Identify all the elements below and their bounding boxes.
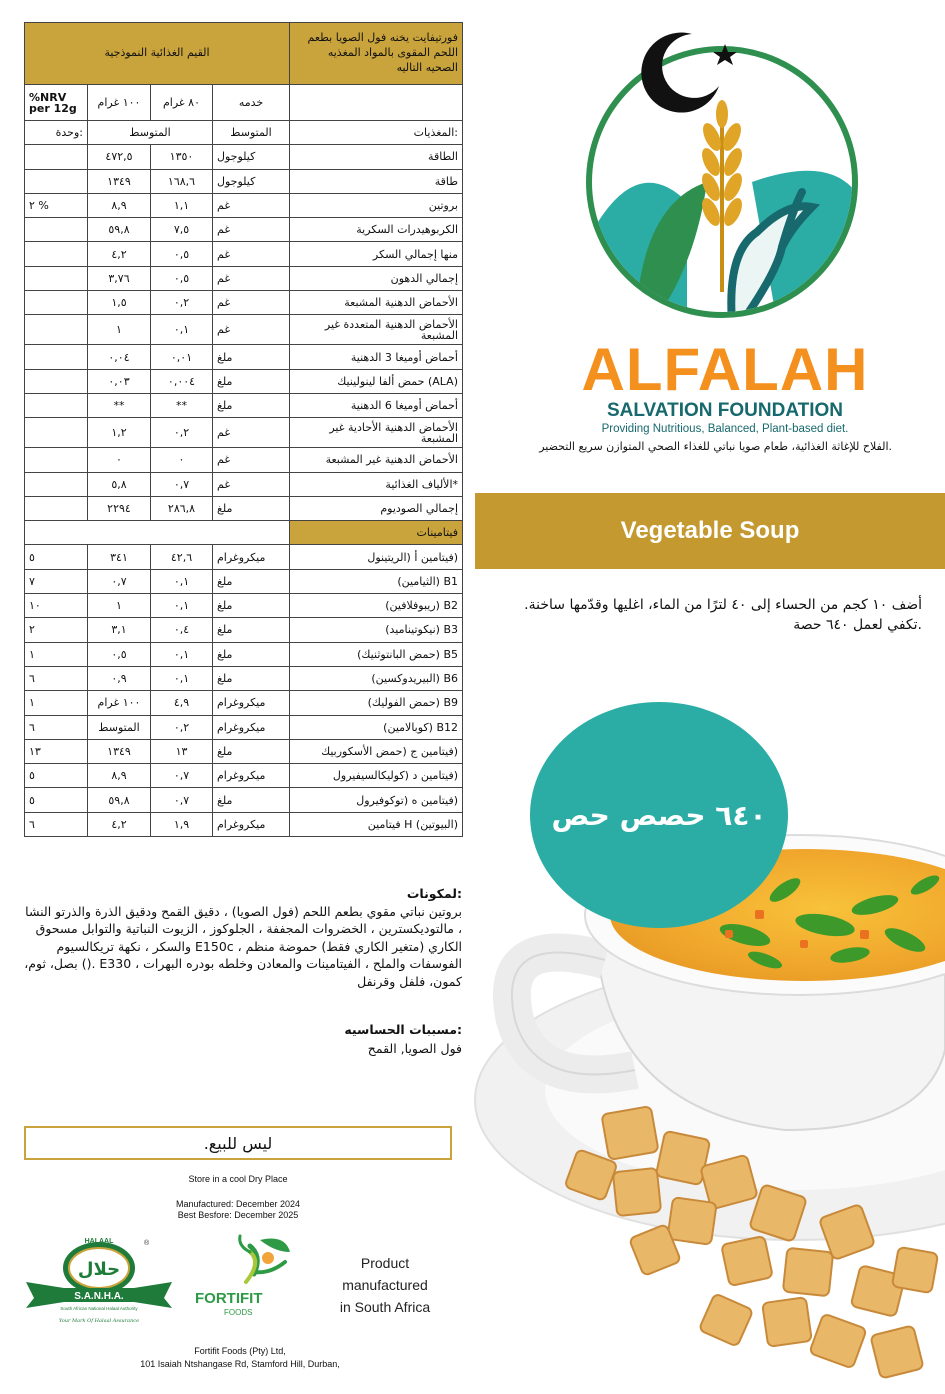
fortifit-wordmark: FORTIFIT [195, 1290, 263, 1307]
unit: ملغ [213, 393, 290, 417]
nrv-value: ١ [25, 691, 88, 715]
nrv-value: ٥ [25, 764, 88, 788]
value-100g: ٥٩,٨ [88, 788, 151, 812]
value-100g: ٤٧٢,٥ [88, 145, 151, 169]
sanha-halaal-logo [24, 1230, 174, 1330]
table-row [25, 242, 463, 266]
value-80g: ٤,٩ [151, 691, 213, 715]
value-80g: ٠ [151, 448, 213, 472]
portions-badge: ٦٤٠ حصص حص [530, 702, 788, 928]
storage-note: Store in a cool Dry Place [188, 1174, 288, 1184]
table-header-row [25, 23, 463, 85]
nrv-value [25, 242, 88, 266]
unit: غم [213, 315, 290, 345]
unit: غم [213, 242, 290, 266]
nrv-value: ٢ [25, 618, 88, 642]
value-80g: ٢٨٦,٨ [151, 496, 213, 520]
fortifit-logo [190, 1232, 310, 1322]
allergens-text: فول الصويا, القمح [367, 1041, 462, 1056]
col-100g: ١٠٠ غرام [88, 85, 151, 121]
col-nrv: %NRV per 12g [25, 85, 88, 121]
table-row [25, 345, 463, 369]
value-100g: ٤,٢ [88, 812, 151, 836]
nrv-value [25, 393, 88, 417]
unit: ميكروغرام [213, 812, 290, 836]
value-80g: ١,١ [151, 193, 213, 217]
nrv-value: ٧ [25, 569, 88, 593]
table-columns-row [25, 85, 463, 121]
made-in-line-3: in South Africa [339, 1299, 431, 1315]
value-80g: ٠,١ [151, 315, 213, 345]
table-row [25, 218, 463, 242]
sanha-full-name: South African National Halaal Authority [60, 1306, 138, 1311]
nrv-value: ٢ % [25, 193, 88, 217]
nutrient-name: B12 (كوبالامين) [290, 715, 463, 739]
nutrient-name: أحماض أوميغا 3 الدهنية [290, 345, 463, 369]
nutrient-name: منها إجمالي السكر [290, 242, 463, 266]
nutrient-name: طاقة [290, 169, 463, 193]
value-80g: ٠,١ [151, 666, 213, 690]
value-100g: ٥,٨ [88, 472, 151, 496]
address-line-2: 101 Isaiah Ntshangase Rd, Stamford Hill, Durban, [140, 1359, 340, 1369]
col-80g: ٨٠ غرام [151, 85, 213, 121]
table-row [25, 666, 463, 690]
value-80g: ٠,٧ [151, 472, 213, 496]
nutrient-name: B3 (نيكوتيناميد) [290, 618, 463, 642]
value-100g: ١٣٤٩ [88, 739, 151, 763]
nutrient-name: (فيتامين ج (حمض الأسكوربيك [290, 739, 463, 763]
nrv-value [25, 145, 88, 169]
best-before-date: Best Besfore: December 2025 [177, 1210, 299, 1220]
nutrition-table [24, 22, 463, 837]
table-row [25, 739, 463, 763]
table-subheader-row [25, 121, 463, 145]
table-row [25, 266, 463, 290]
unit: ميكروغرام [213, 691, 290, 715]
table-row [25, 691, 463, 715]
value-80g: ٧,٥ [151, 218, 213, 242]
nrv-value: ٥ [25, 545, 88, 569]
value-100g: ٠,٧ [88, 569, 151, 593]
address-line-1: Fortifit Foods (Pty) Ltd, [194, 1346, 286, 1356]
nutrient-name: (البيوتين) H فيتامين [290, 812, 463, 836]
value-80g: ٠,١ [151, 594, 213, 618]
alfalah-logo [577, 32, 867, 322]
value-100g: ٣,١ [88, 618, 151, 642]
value-100g: ١٣٤٩ [88, 169, 151, 193]
sanha-motto: Your Mark Of Halaal Assurance [58, 1318, 140, 1324]
nutrient-name: *الألياف الغذائية [290, 472, 463, 496]
nrv-value [25, 169, 88, 193]
nrv-value [25, 266, 88, 290]
table-row [25, 291, 463, 315]
col-empty [290, 85, 463, 121]
nrv-value [25, 345, 88, 369]
company-address [100, 1345, 380, 1371]
value-100g: ** [88, 393, 151, 417]
table-row [25, 369, 463, 393]
brand-block [570, 336, 880, 436]
unit: ملغ [213, 666, 290, 690]
nutrient-name: الأحماض الدهنية المتعددة غير المشبعة [290, 315, 463, 345]
unit: ملغ [213, 569, 290, 593]
unit: ملغ [213, 739, 290, 763]
value-100g: ٤,٢ [88, 242, 151, 266]
nutrient-name: (فيتامين د (كوليكالسيفيرول [290, 764, 463, 788]
halaal-top-text: HALAAL [84, 1238, 114, 1245]
prep-line-2: .تكفي لعمل ٦٤٠ حصة [793, 617, 922, 633]
nrv-value [25, 472, 88, 496]
nutrient-name: الطاقة [290, 145, 463, 169]
unit: ملغ [213, 618, 290, 642]
value-100g: ٠ [88, 448, 151, 472]
table-header-product-cell: فورتيفايت يخنه فول الصويا بطعم اللحم المقوى بالمواد المغذيه الصحيه التاليه [290, 23, 463, 85]
value-80g: ٠,٧ [151, 788, 213, 812]
value-80g: ٤٢,٦ [151, 545, 213, 569]
manufactured-date: Manufactured: December 2024 [175, 1199, 301, 1209]
value-80g: ٠,٢ [151, 418, 213, 448]
table-row [25, 764, 463, 788]
ingredients-section [20, 885, 462, 990]
nutrient-name: B2 (ريبوفلافين) [290, 594, 463, 618]
product-title: Vegetable Soup [475, 493, 945, 569]
value-100g: ٨,٩ [88, 764, 151, 788]
registered-mark: ® [144, 1240, 150, 1247]
nutrient-name: الأحماض الدهنية الأحادية غير المشبعة [290, 418, 463, 448]
unit: غم [213, 472, 290, 496]
ingredients-text: بروتين نباتي مقوي بطعم اللحم (فول الصويا) ، دقيق القمح ودقيق الذرة والذرتو النشا ، مالتوديكسترين ، الخضروات المجففة ، الجلوكوز ، الزيوت النباتية والتوابل مسحوق الكاري (متغير الكاري فقط) حموضة منظم ، E150c والسكر ، نكهة تريكالسيوم الفوسفات والملح ، الفيتامينات والمعادن وخلطه بودره البهرات ، E330 .() بصل، ثوم، كمون، فلفل وقرنفل [24, 903, 462, 989]
nutrient-name: الأحماض الدهنية غير المشبعة [290, 448, 463, 472]
nutrient-name: (فيتامين ه (توكوفيرول [290, 788, 463, 812]
made-in-text [325, 1252, 445, 1318]
value-100g: ٣,٧٦ [88, 266, 151, 290]
vitamins-header: فيتامينات [290, 521, 463, 545]
nrv-value: ٦ [25, 715, 88, 739]
nrv-value [25, 496, 88, 520]
unit: ملغ [213, 788, 290, 812]
sub-nutrients: :المغذيات [290, 121, 463, 145]
nrv-value [25, 315, 88, 345]
fortifit-figure-icon [190, 1232, 310, 1292]
value-100g: ١ [88, 315, 151, 345]
nutrient-name: إجمالي الصوديوم [290, 496, 463, 520]
made-in-line-2: manufactured [342, 1277, 428, 1293]
value-80g: ١,٩ [151, 812, 213, 836]
nutrient-name: B6 (البيريدوكسين) [290, 666, 463, 690]
value-80g: ٠,٢ [151, 291, 213, 315]
value-80g: ** [151, 393, 213, 417]
value-80g: ٠,٥ [151, 266, 213, 290]
nrv-value [25, 291, 88, 315]
table-row [25, 569, 463, 593]
value-100g: ١,٢ [88, 418, 151, 448]
sanha-text: S.A.N.H.A. [74, 1291, 124, 1302]
made-in-line-1: Product [360, 1255, 410, 1271]
value-80g: ٠,١ [151, 642, 213, 666]
value-80g: ١٣٥٠ [151, 145, 213, 169]
nutrient-name: (فيتامين أ (الريتينول [290, 545, 463, 569]
table-row [25, 594, 463, 618]
table-row [25, 788, 463, 812]
fortifit-foods: FOODS [224, 1308, 253, 1317]
brand-subtitle: SALVATION FOUNDATION [606, 400, 844, 421]
col-serving: خدمه [213, 85, 290, 121]
table-row [25, 496, 463, 520]
value-80g: ٠,١ [151, 569, 213, 593]
brand-tagline: Providing Nutritious, Balanced, Plant-based diet. [601, 423, 849, 435]
nutrient-name: (ALA) حمض ألفا لينولينيك [290, 369, 463, 393]
unit: غم [213, 448, 290, 472]
unit: غم [213, 418, 290, 448]
value-80g: ٠,٤ [151, 618, 213, 642]
value-80g: ٠,٢ [151, 715, 213, 739]
nutrient-name: الكربوهيدرات السكرية [290, 218, 463, 242]
table-row [25, 418, 463, 448]
vitamins-header-empty [25, 521, 290, 545]
unit: غم [213, 218, 290, 242]
value-100g: المتوسط [88, 715, 151, 739]
sub-unit: :وحدة [25, 121, 88, 145]
unit: ملغ [213, 642, 290, 666]
unit: ميكروغرام [213, 764, 290, 788]
nrv-value [25, 369, 88, 393]
nutrient-name: إجمالي الدهون [290, 266, 463, 290]
unit: ملغ [213, 369, 290, 393]
table-row [25, 642, 463, 666]
value-80g: ٠,٥ [151, 242, 213, 266]
prep-line-1: أضف ١٠ كجم من الحساء إلى ٤٠ لترًا من الماء، اغليها وقدّمها ساخنة. [524, 597, 922, 613]
unit: كيلوجول [213, 145, 290, 169]
nrv-value: ١٣ [25, 739, 88, 763]
halaal-arabic-text: حلال [77, 1259, 121, 1280]
unit: كيلوجول [213, 169, 290, 193]
table-row [25, 393, 463, 417]
unit: ملغ [213, 345, 290, 369]
allergens-section [20, 1020, 462, 1058]
value-100g: ٣٤١ [88, 545, 151, 569]
allergens-title: :مسببات الحساسيه [344, 1022, 462, 1037]
value-80g: ٠,٠١ [151, 345, 213, 369]
table-row [25, 315, 463, 345]
value-100g: ٨,٩ [88, 193, 151, 217]
table-header-values-cell: القيم الغذائية النموذجية [25, 23, 290, 85]
table-row [25, 812, 463, 836]
nutrient-name: B1 (الثيامين) [290, 569, 463, 593]
value-100g: ٢٢٩٤ [88, 496, 151, 520]
brand-name: ALFALAH [581, 336, 869, 403]
nutrient-name: الأحماض الدهنية المشبعة [290, 291, 463, 315]
value-100g: ٥٩,٨ [88, 218, 151, 242]
preparation-instructions [470, 595, 922, 635]
table-row [25, 545, 463, 569]
value-80g: ٠,٧ [151, 764, 213, 788]
unit: ميكروغرام [213, 715, 290, 739]
unit: ملغ [213, 594, 290, 618]
value-100g: ١,٥ [88, 291, 151, 315]
unit: غم [213, 266, 290, 290]
value-100g: ٠,٠٤ [88, 345, 151, 369]
unit: ميكروغرام [213, 545, 290, 569]
nrv-value: ٦ [25, 666, 88, 690]
value-80g: ١٣ [151, 739, 213, 763]
not-for-sale-box: ليس للبيع. [24, 1126, 452, 1160]
nutrient-name: B9 (حمض الفوليك) [290, 691, 463, 715]
nutrient-name: أحماض أوميغا 6 الدهنية [290, 393, 463, 417]
table-row [25, 145, 463, 169]
nrv-value: ٥ [25, 788, 88, 812]
table-row [25, 448, 463, 472]
unit: غم [213, 291, 290, 315]
unit: غم [213, 193, 290, 217]
nrv-value [25, 418, 88, 448]
table-row [25, 193, 463, 217]
nutrient-name: بروتين [290, 193, 463, 217]
table-row [25, 715, 463, 739]
table-row [25, 618, 463, 642]
value-80g: ٠,٠٠٤ [151, 369, 213, 393]
value-100g: ١ [88, 594, 151, 618]
nrv-value: ١٠ [25, 594, 88, 618]
nutrient-name: B5 (حمض البانتوثنيك) [290, 642, 463, 666]
unit: ملغ [213, 496, 290, 520]
table-row [25, 472, 463, 496]
nrv-value: ٦ [25, 812, 88, 836]
value-100g: ١٠٠ غرام [88, 691, 151, 715]
value-100g: ٠,٠٣ [88, 369, 151, 393]
dates [24, 1199, 452, 1221]
table-row [25, 169, 463, 193]
sub-avg-1: المتوسط [88, 121, 213, 145]
value-100g: ٠,٥ [88, 642, 151, 666]
nrv-value: ١ [25, 642, 88, 666]
ingredients-title: :لمكونات [406, 886, 462, 901]
value-100g: ٠,٩ [88, 666, 151, 690]
nrv-value [25, 218, 88, 242]
vitamins-header-row [25, 521, 463, 545]
brand-tagline-arabic: .الفلاح للإغاثة الغذائية، طعام صويا نباتي للغذاء الصحي المتوازن سريع التحضير [539, 440, 892, 453]
sub-avg-2: المتوسط [213, 121, 290, 145]
value-80g: ١٦٨,٦ [151, 169, 213, 193]
nrv-value [25, 448, 88, 472]
